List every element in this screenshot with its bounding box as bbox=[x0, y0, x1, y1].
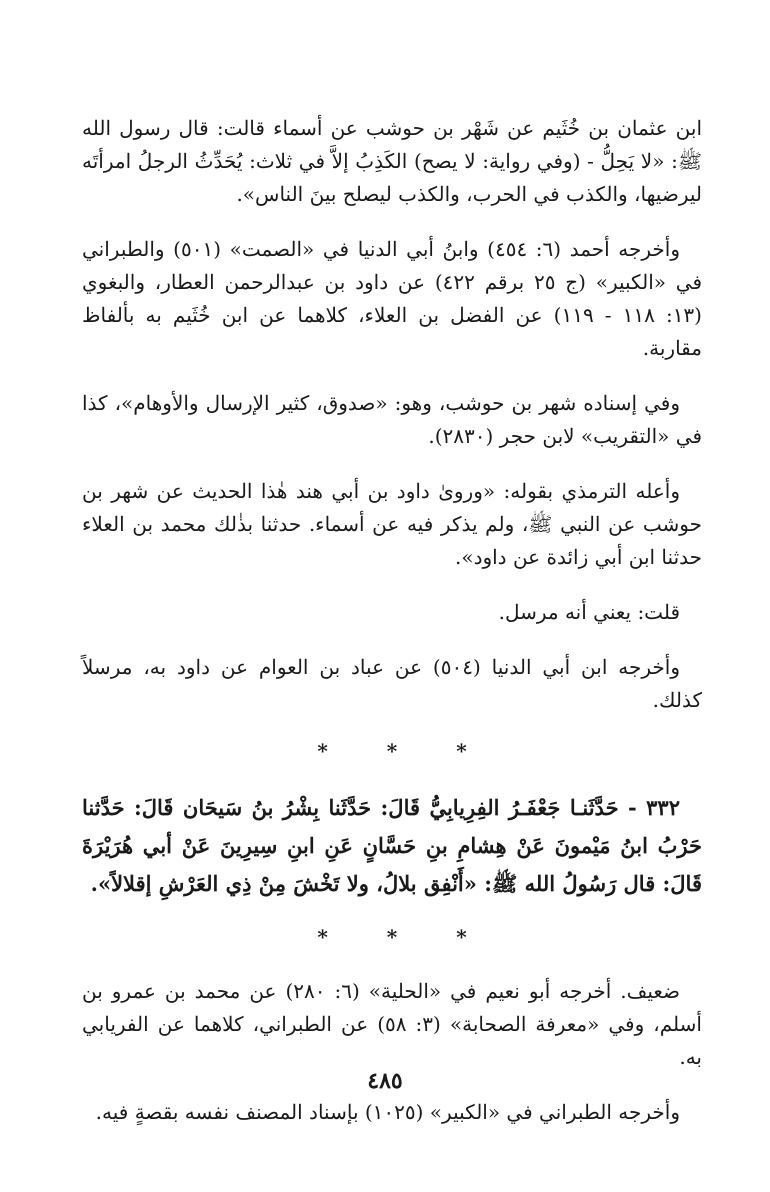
page-body bbox=[82, 112, 702, 1151]
paragraph-takhrij-tabarani: وأخرجه الطبراني في «الكبير» (١٠٢٥) بإسناد المصنف نفسه بقصةٍ فيه. bbox=[95, 1100, 680, 1124]
paragraph-grading: ضعيف. أخرجه أبو نعيم في «الحلية» (٦: ٢٨٠) عن محمد بن عمرو بن أسلم، وفي «معرفة الصحابة» (٣: ٥٨) عن الطبراني، كلاهما عن الفريابي به. bbox=[82, 979, 702, 1069]
paragraph-tirmidhi-note: وأعله الترمذي بقوله: «وروىٰ داود بن أبي هند هٰذا الحديث عن شهر بن حوشب عن النبي ﷺ، ولم يذكر فيه عن أسماء. حدثنا بذٰلك محمد بن العلاء حدثنا ابن أبي زائدة عن داود». bbox=[82, 479, 702, 569]
section-separator: * * * bbox=[317, 739, 493, 763]
paragraph-takhrij-ahmad: وأخرجه أحمد (٦: ٤٥٤) وابنُ أبي الدنيا في «الصمت» (٥٠١) والطبراني في «الكبير» (ج ٢٥ برقم ٤٢٢) عن داود بن عبدالرحمن العطار، والبغوي (١٣: ١١٨ - ١١٩) عن الفضل بن العلاء، كلاهما عن ابن خُثَيم به بألفاظ مقاربة. bbox=[82, 237, 703, 360]
paragraph-comment: قلت: يعني أنه مرسل. bbox=[498, 600, 680, 624]
page-number: ٤٨٥ bbox=[367, 1068, 403, 1094]
paragraph-hadith-text-continued: ابن عثمان بن خُثَيم عن شَهْر بن حوشب عن أسماء قالت: قال رسول الله ﷺ: «لا يَحِلُّ - (وفي رواية: لا يصح) الكَذِبُ إلاَّ في ثلاث: يُحَدِّثُ الرجلُ امرأتَه ليرضيها، والكذب في الحرب، والكذب ليصلح بينَ الناس». bbox=[82, 116, 702, 206]
paragraph-takhrij-mursal: وأخرجه ابن أبي الدنيا (٥٠٤) عن عباد بن العوام عن داود به، مرسلاً كذلك. bbox=[82, 655, 702, 712]
hadith-332: ٣٣٢ - حَدَّثَنـا جَعْفَـرُ الفِرِيابِيُّ قَالَ: حَدَّثَنا بِشْرُ بنُ سَيحَان قَالَ: حَدَّثنا حَرْبُ ابنُ مَيْمونَ عَنْ هِشامِ بنِ حَسَّانٍ عَنِ ابنِ سِيرِينَ عَنْ أبي هُرَيْرَةَ قَالَ: قال رَسُولُ الله ﷺ: «أَنْفِق بلالُ، ولا تَخْشَ مِنْ ذِي العَرْشِ إقلالاً». bbox=[82, 795, 702, 896]
paragraph-isnad-note: وفي إسناده شهر بن حوشب، وهو: «صدوق، كثير الإرسال والأوهام»، كذا في «التقريب» لابن حجر (٢٨٣٠). bbox=[82, 391, 702, 448]
section-separator: * * * bbox=[317, 925, 493, 949]
